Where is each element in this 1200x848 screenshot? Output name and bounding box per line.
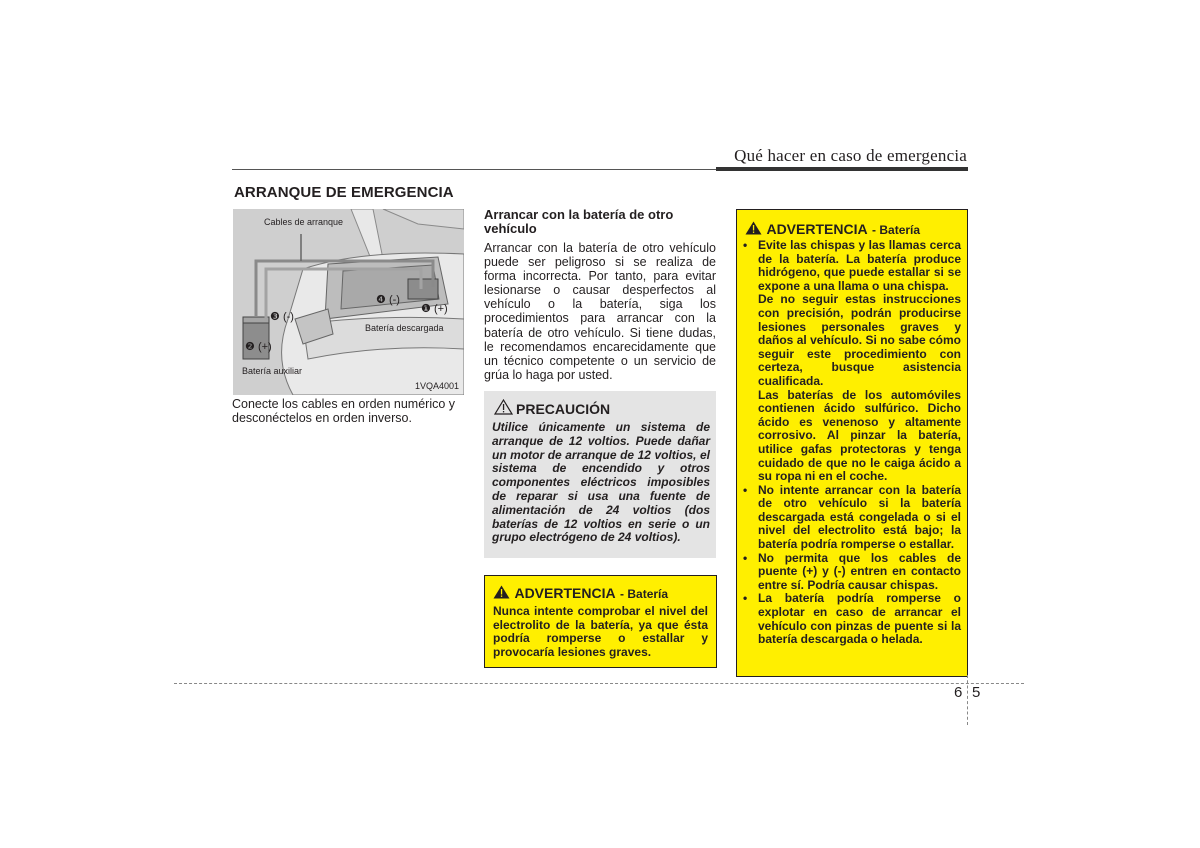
warning-triangle-icon [493,585,510,599]
caution-box [484,391,716,558]
label-aux-battery: Batería auxiliar [242,366,303,376]
warning-bullet: • Evite las chispas y las llamas cerca de la batería. La batería produce hidrógeno, que puede estallar si se expone a una llama o una chispa. De no seguir estas instrucciones con precisión, podrán producirse lesiones personales graves y daños al vehículo. Si no sabe cómo seguir este procedimiento con certeza, busque asistencia cualificada. Las baterías de los automóviles contienen ácido sulfúrico. Dicho ácido es venenoso y altamente corrosivo. Al pinzar la batería, utilice gafas protectoras y tenga cuidado de que no le caiga ácido a su ropa ni en el coche. [739,239,961,484]
marker-3: ❸ (-) [270,311,294,323]
marker-4: ❹ (-) [376,294,400,306]
subsection-body: Arrancar con la batería de otro vehículo puede ser peligroso si se realiza de forma incorrecta. Por tanto, para evitar lesionarse o causar desperfectos al vehículo o la batería, siga los procedimientos para arrancar con la batería de otro vehículo. Si tiene dudas, le recomendamos encarecidamente que un técnico competente o un servicio de grúa lo haga por usted. [484,241,716,382]
page-number: 5 [972,684,981,701]
warning-bullet: • La batería podría romperse o explotar en caso de arrancar el vehículo con pinzas de puente si la batería descargada o helada. [739,592,961,646]
warning-bullet: • No permita que los cables de puente (+) y (-) entren en contacto entre sí. Podría causar chispas. [739,552,961,593]
caution-title: PRECAUCIÓN [516,401,611,417]
warning-box-small [484,575,717,668]
header-rule [232,169,716,170]
chapter-number: 6 [954,684,963,701]
warning-large-text [739,239,961,647]
label-jump-cables: Cables de arranque [264,217,344,227]
marker-1: ❶ (+) [421,303,448,315]
page-header-title: Qué hacer en caso de emergencia [734,146,967,165]
figure-code: 1VQA4001 [415,381,460,391]
footer-page-divider [967,675,968,725]
warning-bullet: • No intente arrancar con la batería de otro vehículo si la batería descargada está congelada o si el nivel del electrolito está bajo; la batería podría romperse o estallar. [739,484,961,552]
marker-2: ❷ (+) [245,341,272,353]
section-title: ARRANQUE DE EMERGENCIA [234,184,454,201]
caution-text: Utilice únicamente un sistema de arranque de 12 voltios. Puede dañar un motor de arranque de 12 voltios, el sistema de encendido y otros componentes eléctricos imposibles de reparar si usa una fuente de alimentación de 24 voltios (dos baterías de 12 voltios en serie o un grupo electrógeno de 24 voltios). [492,420,710,545]
warning-box-large [736,209,968,677]
jump-start-illustration [233,209,464,395]
subsection-heading: Arrancar con la batería de otro vehículo [484,207,674,236]
warning-large-heading: ADVERTENCIA - Batería [745,221,920,239]
footer-divider [174,683,1024,684]
warning-triangle-icon [745,221,762,235]
warning-small-text: Nunca intente comprobar el nivel del electrolito de la batería, ya que ésta podría romperse o estallar y provocaría lesiones graves. [493,604,708,659]
figure-caption: Conecte los cables en orden numérico y desconéctelos en orden inverso. [232,397,456,425]
header-rule-thick [716,167,968,171]
label-discharged-battery: Batería descargada [365,323,444,333]
warning-small-heading: ADVERTENCIA - Batería [493,585,668,603]
